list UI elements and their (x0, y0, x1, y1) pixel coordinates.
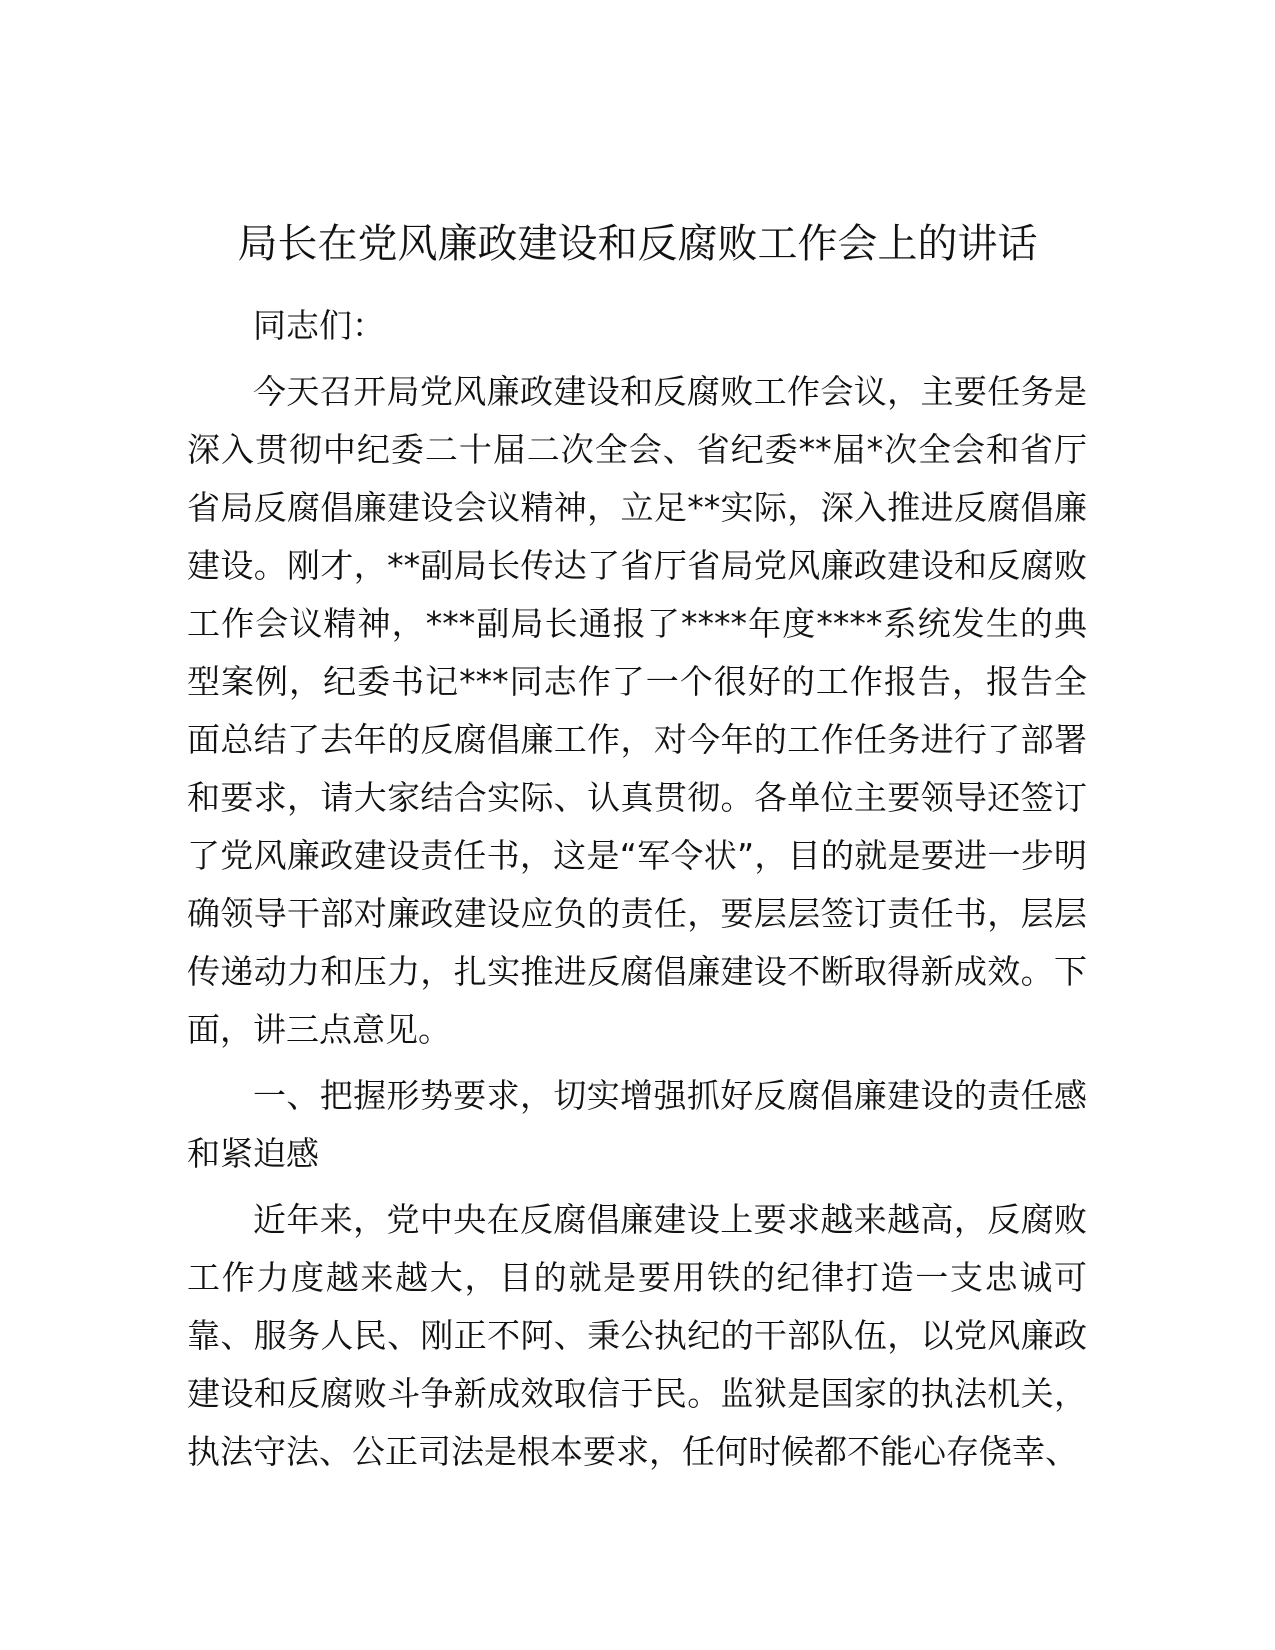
section-heading-1: 一、把握形势要求，切实增强抓好反腐倡廉建设的责任感和紧迫感 (187, 1076, 1087, 1173)
paragraph-section-1: 近年来，党中央在反腐倡廉建设上要求越来越高，反腐败工作力度越来越大，目的就是要用铁的纪律打造一支忠诚可靠、服务人民、刚正不阿、秉公执纪的干部队伍，以党风廉政建设和反腐败斗争新成效取信于民。监狱是国家的执法机关，执法守法、公正司法是根本要求，任何时候都不能心存侥幸、 (187, 1200, 1087, 1471)
document-title: 局长在党风廉政建设和反腐败工作会上的讲话 (237, 221, 1038, 267)
paragraph-intro: 今天召开局党风廉政建设和反腐败工作会议，主要任务是深入贯彻中纪委二十届二次全会、省纪委**届*次全会和省厅省局反腐倡廉建设会议精神，立足**实际，深入推进反腐倡廉建设。刚才，**副局长传达了省厅省局党风廉政建设和反腐败工作会议精神，***副局长通报了****年度****系统发生的典型案例，纪委书记***同志作了一个很好的工作报告，报告全面总结了去年的反腐倡廉工作，对今年的工作任务进行了部署和要求，请大家结合实际、认真贯彻。各单位主要领导还签订了党风廉政建设责任书，这是“军令状”，目的就是要进一步明确领导干部对廉政建设应负的责任，要层层签订责任书，层层传递动力和压力，扎实推进反腐倡廉建设不断取得新成效。下面，讲三点意见。 (187, 372, 1088, 1049)
document-body (187, 297, 1087, 1489)
salutation: 同志们： (253, 306, 385, 345)
